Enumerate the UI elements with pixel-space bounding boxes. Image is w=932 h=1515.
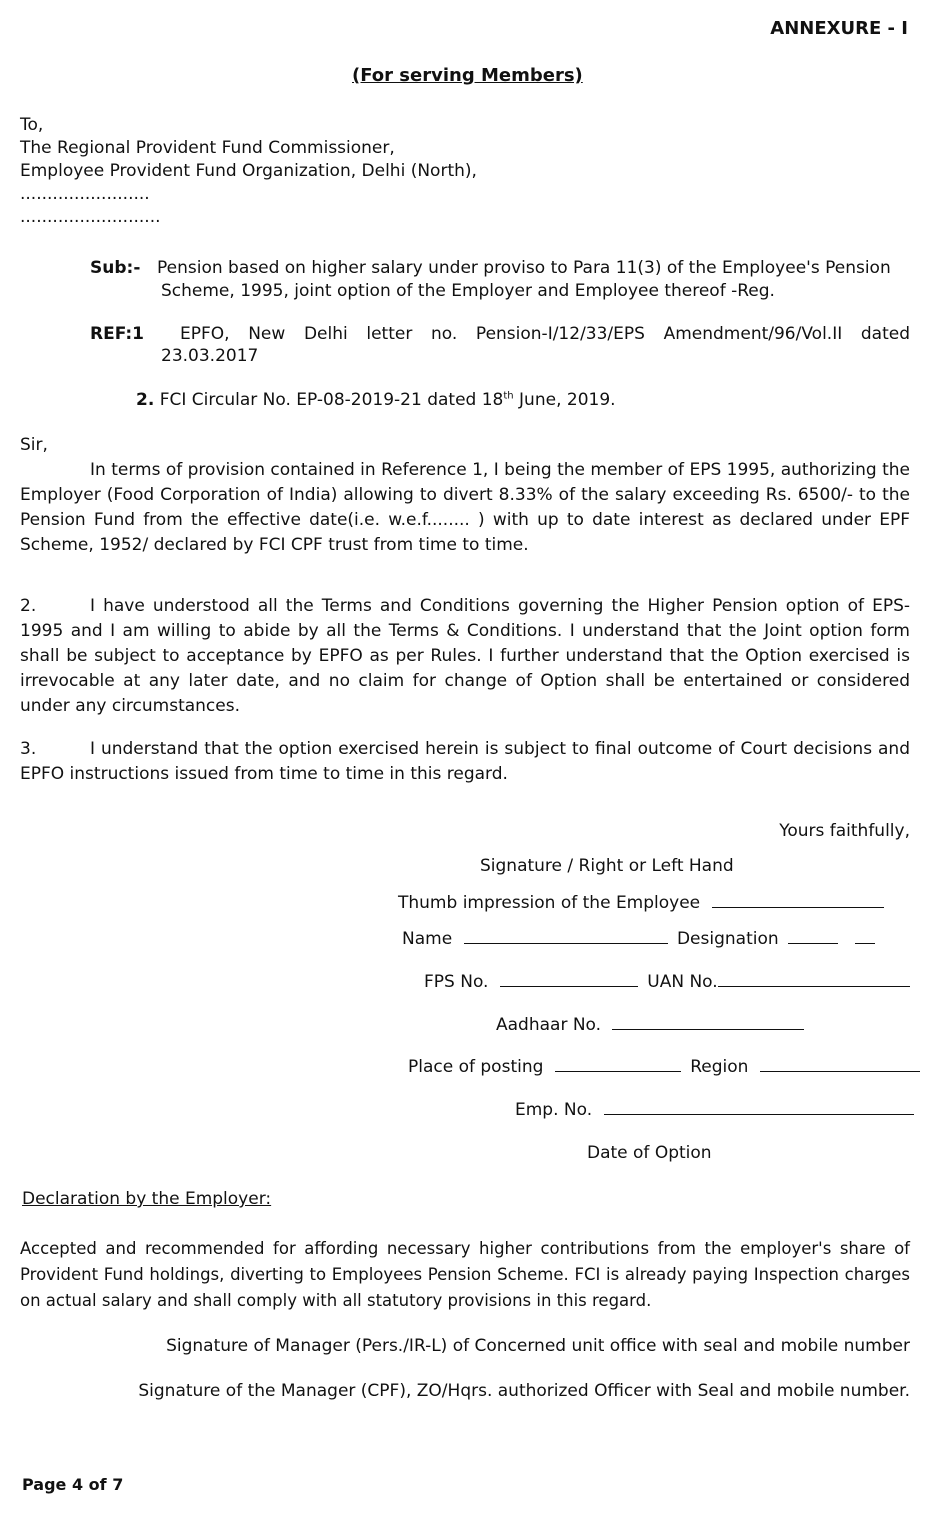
ref-item-2 [136,390,616,410]
place-of-posting-field[interactable] [555,1056,681,1072]
form-subtitle: (For serving Members) [352,65,583,86]
date-of-option-label: Date of Option [587,1143,712,1163]
paragraph-2 [20,594,910,719]
ref-item-2-num: 2. [136,390,155,410]
uan-field[interactable] [718,971,910,987]
fps-uan-row [424,971,910,992]
ref-line-1: EPFO, New Delhi letter no. Pension-I/12/33/EPS Amendment/96/Vol.II dated [180,324,910,344]
place-region-row [408,1056,920,1077]
aadhaar-row [496,1014,804,1035]
paragraph-3-num: 3. [20,739,37,759]
ref-label: REF:1 [90,324,145,344]
paragraph-1: In terms of provision contained in Reference 1, I being the member of EPS 1995, authorizing the Employer (Food Corporation of India) allowing to divert 8.33% of the salary exceeding Rs. 6500/- to the Pension Fund from the effective date(i.e. w.e.f........ ) with up to date interest as declared under EPF Scheme, 1952/ declared by FCI CPF trust from time to time. [20,460,910,555]
region-label: Region [690,1057,749,1077]
name-field[interactable] [464,928,668,944]
thumb-impression-field[interactable] [712,892,884,908]
designation-field-extra [855,928,875,944]
designation-label: Designation [676,929,779,949]
emp-no-row [515,1099,914,1120]
emp-no-label: Emp. No. [515,1100,593,1120]
ref-item-2-text-pre: FCI Circular No. EP-08-2019-21 dated 18 [159,390,504,410]
aadhaar-label: Aadhaar No. [496,1015,602,1035]
ref-item-2-sup: th [503,390,514,402]
name-label: Name [402,929,453,949]
employer-declaration-heading: Declaration by the Employer: [22,1189,272,1209]
paragraph-3-text: I understand that the option exercised herein is subject to final outcome of Court decisions and EPFO instructions issued from time to time in this regard. [20,739,910,784]
aadhaar-field[interactable] [612,1014,804,1030]
address-line-1: The Regional Provident Fund Commissioner, [20,138,395,158]
employer-declaration-text: Accepted and recommended for affording necessary higher contributions from the employer's share of Provident Fund holdings, diverting to Employees Pension Scheme. FCI is already paying Inspection charges on actual salary and shall comply with all statutory provisions in this regard. [20,1239,910,1310]
manager-signature-2: Signature of the Manager (CPF), ZO/Hqrs. authorized Officer with Seal and mobile number. [138,1381,910,1401]
emp-no-field[interactable] [604,1099,914,1115]
designation-field[interactable] [788,928,838,944]
address-to: To, [20,115,44,135]
place-of-posting-label: Place of posting [408,1057,544,1077]
manager-signature-1: Signature of Manager (Pers./IR-L) of Concerned unit office with seal and mobile number [166,1336,910,1356]
address-line-2: Employee Provident Fund Organization, Delhi (North), [20,161,477,181]
address-dots-2: .......................... [20,207,161,227]
paragraph-3 [20,737,910,787]
paragraph-2-num: 2. [20,596,37,616]
ref-item-2-text-post: June, 2019. [519,390,616,410]
address-dots-1: ........................ [20,184,150,204]
closing-text: Yours faithfully, [779,821,910,841]
name-designation-row [402,928,875,949]
salutation: Sir, [20,435,48,455]
uan-label: UAN No. [647,972,718,992]
annexure-label: ANNEXURE - I [770,18,908,39]
thumb-impression-row [398,892,884,913]
page-number: Page 4 of 7 [22,1475,124,1494]
signature-line-label: Signature / Right or Left Hand [480,856,734,876]
subject-line-2: Scheme, 1995, joint option of the Employer and Employee thereof -Reg. [161,281,775,301]
region-field[interactable] [760,1056,920,1072]
thumb-impression-label: Thumb impression of the Employee [398,893,701,913]
subject-line-1: Pension based on higher salary under proviso to Para 11(3) of the Employee's Pension [157,258,891,278]
subject-label: Sub:- [90,258,141,278]
fps-label: FPS No. [424,972,489,992]
paragraph-2-text: I have understood all the Terms and Conditions governing the Higher Pension option of EPS-1995 and I am willing to abide by all the Terms & Conditions. I understand that the Joint option form shall be subject to acceptance by EPFO as per Rules. I further understand that the Option exercised is irrevocable at any later date, and no claim for change of Option shall be entertained or considered under any circumstances. [20,596,910,716]
ref-line-2: 23.03.2017 [161,346,259,366]
fps-field[interactable] [500,971,638,987]
